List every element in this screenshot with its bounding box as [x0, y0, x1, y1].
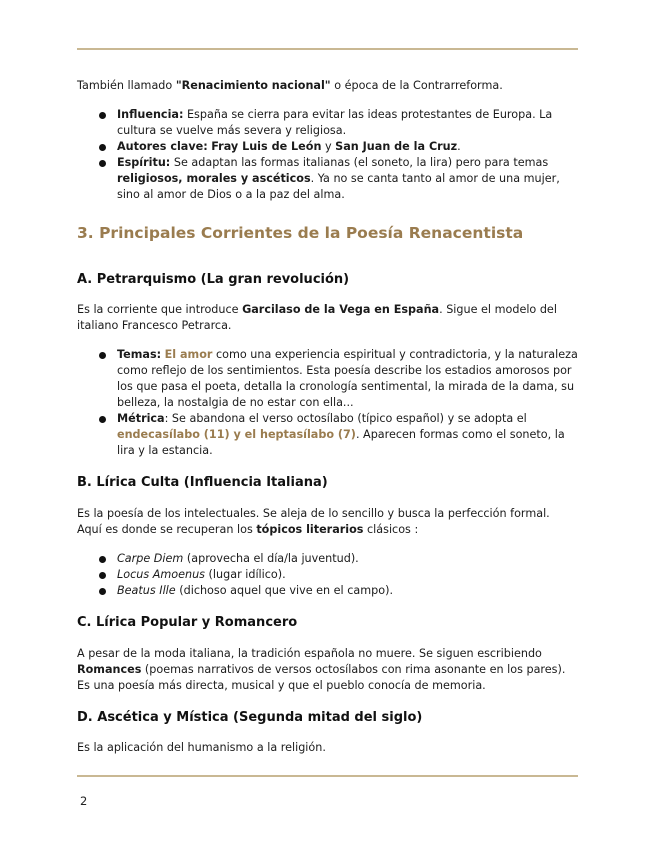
footer-rule	[77, 775, 578, 777]
author-name: Fray Luis de León	[211, 140, 322, 153]
intro-text-end: o época de la Contrarreforma.	[330, 79, 503, 92]
subsection-heading-a: A. Petrarquismo (La gran revolución)	[77, 272, 350, 287]
item-text: España se cierra para evitar las ideas protestantes de Europa. La cultura se vuelve más severa y religiosa.	[117, 108, 553, 137]
bullet-icon	[99, 352, 106, 359]
paragraph-text: A pesar de la moda italiana, la tradición española no muere. Se siguen escribiendo	[77, 647, 542, 660]
paragraph-text: . Sigue el modelo del italiano Francesco Petrarca.	[77, 303, 557, 332]
item-text: (aprovecha el día/la juventud).	[183, 552, 359, 565]
bullet-icon	[99, 556, 106, 563]
list-item	[77, 347, 578, 411]
paragraph-romancero	[77, 646, 578, 694]
intro-text: También llamado	[77, 79, 176, 92]
item-text: como una experiencia espiritual y contradictoria, y la naturaleza como reflejo de los sentimientos. Esta poesía describe los estadios amorosos por los que pasa el poeta, detalla la cronología sentimental, la mirada de la dama, su belleza, la nostalgia de no estar con ella...	[117, 348, 578, 409]
paragraph-bold: Garcilaso de la Vega en España	[242, 303, 440, 316]
intro-bold: "Renacimiento nacional"	[175, 79, 331, 92]
item-text: y	[321, 140, 336, 153]
paragraph-bold: tópicos literarios	[256, 523, 364, 536]
list-item	[77, 583, 578, 599]
paragraph-text: Es la corriente que introduce	[77, 303, 243, 316]
item-label: Autores clave:	[117, 140, 208, 153]
item-highlight: endecasílabo (11) y el heptasílabo (7)	[117, 428, 356, 441]
header-rule	[77, 48, 578, 50]
subsection-heading-d: D. Ascética y Mística (Segunda mitad del siglo)	[77, 710, 423, 725]
list-item	[77, 139, 578, 155]
bullet-icon	[99, 144, 106, 151]
paragraph-bold: Romances	[77, 663, 142, 676]
item-label: Espíritu:	[117, 156, 171, 169]
item-label: Influencia:	[117, 108, 184, 121]
topic-name: Beatus Ille	[117, 584, 176, 597]
item-text: . Aparecen formas como el soneto, la lira y la estancia.	[117, 428, 565, 457]
subsection-heading-c: C. Lírica Popular y Romancero	[77, 615, 298, 630]
item-text: Se adaptan las formas italianas (el soneto, la lira) pero para temas	[170, 156, 549, 169]
item-text: (dichoso aquel que vive en el campo).	[175, 584, 393, 597]
item-bold: religiosos, morales y ascéticos	[117, 172, 311, 185]
paragraph-text: (poemas narrativos de versos octosílabos con rima asonante en los pares). Es una poesía más directa, musical y que el pueblo conocía de memoria.	[77, 663, 566, 692]
section-heading: 3. Principales Corrientes de la Poesía Renacentista	[77, 224, 524, 242]
list-item	[77, 567, 578, 583]
item-text: . Ya no se canta tanto al amor de una mujer, sino al amor de Dios o a la paz del alma.	[117, 172, 560, 201]
paragraph-mistica: Es la aplicación del humanismo a la religión.	[77, 741, 326, 754]
item-highlight: El amor	[164, 348, 213, 361]
item-text: (lugar idílico).	[205, 568, 286, 581]
bullet-icon	[99, 112, 106, 119]
page-number: 2	[80, 794, 88, 808]
item-text: : Se abandona el verso octosílabo (típico español) y se adopta el	[164, 412, 527, 425]
subsection-heading-b: B. Lírica Culta (Influencia Italiana)	[77, 475, 328, 490]
item-label: Métrica	[117, 412, 165, 425]
bullet-icon	[99, 160, 106, 167]
paragraph-text: Es la poesía de los intelectuales. Se aleja de lo sencillo y busca la perfección formal. Aquí es donde se recuperan los	[77, 507, 550, 536]
bullet-icon	[99, 572, 106, 579]
bullet-icon	[99, 588, 106, 595]
bullet-list-petrarquismo	[77, 347, 578, 459]
bullet-icon	[99, 416, 106, 423]
bullet-list-topicos	[77, 551, 578, 599]
list-item	[77, 551, 578, 567]
item-label: Temas:	[117, 348, 162, 361]
author-name: San Juan de la Cruz	[335, 140, 458, 153]
item-text: .	[457, 140, 461, 153]
paragraph-lirica-culta	[77, 506, 578, 538]
list-item	[77, 107, 578, 139]
paragraph-petrarquismo	[77, 302, 578, 334]
intro-paragraph	[77, 78, 578, 94]
list-item	[77, 155, 578, 203]
topic-name: Carpe Diem	[117, 552, 184, 565]
paragraph-text: clásicos :	[363, 523, 419, 536]
topic-name: Locus Amoenus	[117, 568, 205, 581]
bullet-list-contrarreforma	[77, 107, 578, 203]
list-item	[77, 411, 578, 459]
